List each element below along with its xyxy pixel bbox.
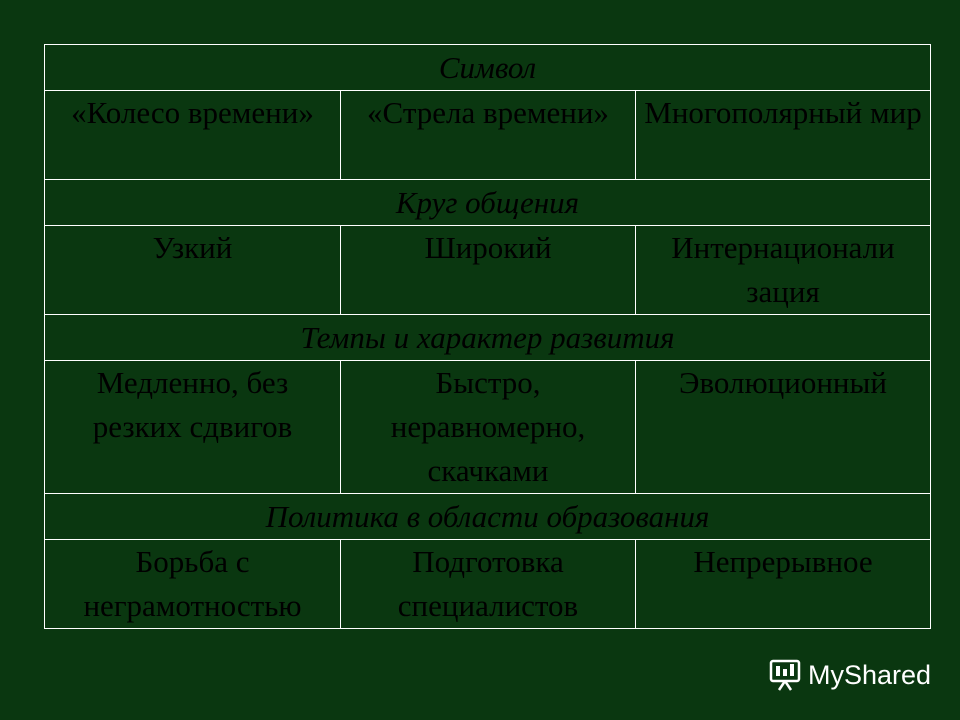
table-cell: Непрерывное [636,540,931,629]
table-cell: Узкий [45,226,341,315]
table-row-symbol-header [45,45,931,91]
section-header-pace: Темпы и характер развития [45,315,931,361]
table-cell: Интернационали зация [636,226,931,315]
watermark-text: MyShared [808,659,932,690]
table-row-pace-header [45,315,931,361]
table-row [45,226,931,315]
myshared-watermark [768,655,938,695]
section-header-education: Политика в области образования [45,494,931,540]
table-cell: «Колесо времени» [45,91,341,180]
table-cell: Борьба с неграмотностью [45,540,341,629]
table-cell: Подготовка специалистов [341,540,636,629]
table-cell: Медленно, без резких сдвигов [45,361,341,494]
table-row [45,91,931,180]
table-cell: «Стрела времени» [341,91,636,180]
table-cell: Быстро, неравномерно, скачками [341,361,636,494]
table-cell: Многополярный мир [636,91,931,180]
table-cell: Широкий [341,226,636,315]
table-row-education-header [45,494,931,540]
table-cell: Эволюционный [636,361,931,494]
table-row-circle-header [45,180,931,226]
section-header-symbol: Символ [45,45,931,91]
comparison-table [44,44,931,629]
table-row [45,540,931,629]
section-header-circle: Круг общения [45,180,931,226]
table-row [45,361,931,494]
presentation-icon [768,658,802,692]
